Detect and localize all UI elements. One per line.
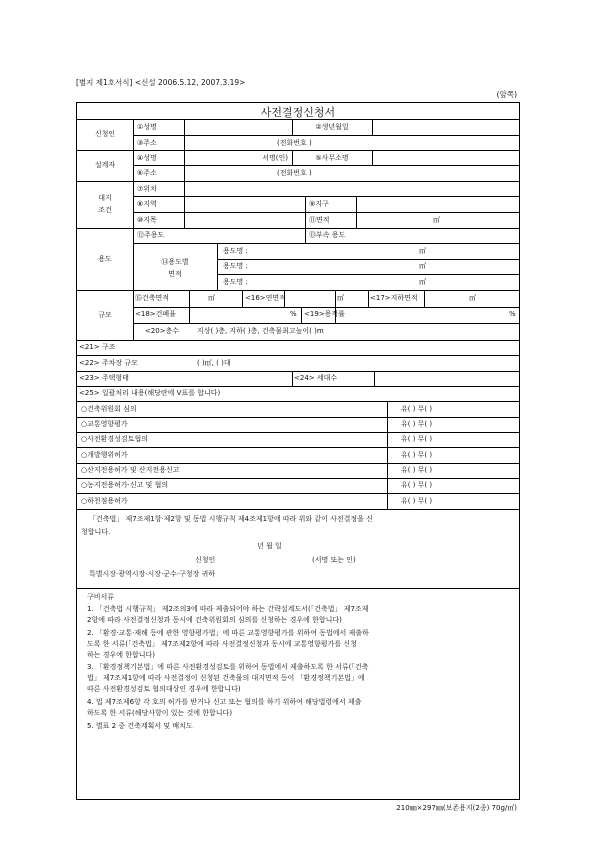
site-land-category-label: ⑩지목 [137, 216, 157, 224]
bulk-item-checkbox[interactable]: 유( ) 무( ) [401, 451, 433, 459]
designer-signature[interactable]: 서명(인) [262, 154, 288, 162]
parking-label: <22> 주차장 규모 [79, 359, 138, 367]
attachments-title: 구비서류 [87, 593, 115, 601]
main-use-label: ⑫주용도 [137, 231, 165, 239]
paper-spec-footer: 210㎜×297㎜(보존용지(2종) 70g/㎡) [396, 804, 517, 812]
attachment-line: 3. 「환경정책기본법」에 따른 사전환경성검토를 위하여 동법에서 제출하도록 한 서류(「건축 [87, 663, 369, 671]
designer-section-label: 설계자 [94, 161, 116, 169]
attachment-line: 1. 「건축법 시행규칙」 제2조의3에 따라 제출되어야 하는 간략설계도서(「건축법」 제7조제 [87, 605, 369, 613]
site-district-label: ⑨지구 [309, 200, 329, 208]
bulk-item-checkbox[interactable]: 유( ) 무( ) [401, 435, 433, 443]
applicant-address-label: ③주소 [137, 139, 157, 147]
bulk-item-checkbox[interactable]: 유( ) 무( ) [401, 420, 433, 428]
bulk-item-label: ○개발행위허가 [81, 451, 128, 459]
page-side-label: (앞쪽) [496, 90, 517, 99]
bulk-processing-label: <25> 일괄처리 내용(해당란에 V표를 합니다) [79, 389, 221, 397]
households-label: <24> 세대수 [294, 374, 338, 382]
use-row-1-unit: ㎡ [419, 247, 426, 255]
declaration-applicant-label: 신청인 [195, 556, 216, 564]
bulk-item-checkbox[interactable]: 유( ) 무( ) [401, 405, 433, 413]
site-area-label: ⑪면적 [309, 216, 330, 224]
floor-area-ratio-unit: % [509, 310, 516, 318]
attachment-line: 하도록 한 서류(해당사항이 있는 것에 한합니다) [87, 709, 233, 717]
attachment-line: 2항에 따라 사전결정신청과 동시에 건축위원회의 심의를 신청하는 경우에 한합니다) [87, 616, 342, 624]
attachment-line: 하는 경우에 한합니다) [87, 651, 156, 659]
parking-field[interactable]: ( )㎡, ( )대 [197, 359, 231, 367]
applicant-birth-label: ②생년월일 [315, 123, 349, 131]
floor-area-ratio-label: <19>용적률 [304, 310, 345, 318]
use-row-3-label: 용도명 : [223, 278, 248, 286]
bulk-item-checkbox[interactable]: 유( ) 무( ) [401, 481, 433, 489]
attachment-line: 5. 별표 2 중 건축계획서 및 배치도 [87, 722, 193, 730]
use-by-area-label-1: ⑭용도별 [161, 258, 189, 266]
attachment-line: 따른 사전환경성검토 협의대상인 경우에 한합니다) [87, 685, 241, 693]
coverage-ratio-unit: % [290, 310, 297, 318]
form-title: 사전결정신청서 [260, 106, 336, 119]
form-header: [별지 제1호서식] <신설 2006.5.12, 2007.3.19> [76, 78, 246, 87]
basement-area-label: <17>지하면적 [370, 294, 418, 302]
applicant-name-field[interactable] [185, 120, 291, 134]
designer-name-label: ④성명 [137, 154, 157, 162]
attachment-line: 4. 법 제7조제6항 각 호의 허가를 받거나 신고 또는 협의를 하기 위하여 해당법령에서 제출 [87, 698, 362, 706]
designer-office-label: ⑤사무소명 [315, 154, 349, 162]
scale-section-label: 규모 [98, 311, 112, 319]
declaration-line-1: 「건축법」 제7조제1항·제2항 및 동법 시행규칙 제4조제1항에 따라 위와 같이 사전결정을 신 [89, 515, 373, 523]
application-form-table [76, 102, 520, 800]
declaration-date[interactable]: 년 월 일 [257, 542, 282, 550]
site-location-label: ⑦위치 [137, 185, 157, 193]
floors-field[interactable]: 지상( )층, 지하( )층, 건축물최고높이( )m [197, 327, 324, 335]
building-area-label: ⑮건축면적 [135, 294, 170, 302]
use-row-2-unit: ㎡ [419, 262, 426, 270]
site-section-label-1: 대지 [98, 194, 112, 202]
applicant-phone[interactable]: (전화번호 ) [277, 139, 312, 147]
use-section-label: 용도 [98, 255, 112, 263]
bulk-item-label: ○사전환경성검토협의 [81, 435, 148, 443]
attachment-line: 법」 제7조제1항에 따라 사전결정이 신청된 건축물의 대지면적 등이 「환경정책기본법」에 [87, 674, 365, 682]
declaration-line-2: 청합니다. [81, 528, 111, 536]
use-row-1-label: 용도명 : [223, 247, 248, 255]
bulk-item-checkbox[interactable]: 유( ) 무( ) [401, 466, 433, 474]
bulk-item-label: ○산지전용허가 및 산지전용신고 [81, 466, 180, 474]
attachment-line: 도록 한 서류(「건축법」 제7조제2항에 따라 사전결정신청과 동시에 교통영향평가를 신청 [87, 640, 357, 648]
site-section-label-2: 조건 [98, 206, 112, 214]
structure-label: <21> 구조 [79, 343, 116, 351]
basement-area-unit: ㎡ [469, 294, 476, 302]
bulk-item-label: ○하천점용허가 [81, 497, 128, 505]
sub-use-label: ⑬부속 용도 [309, 231, 346, 239]
coverage-ratio-label: <18>건폐율 [135, 310, 176, 318]
bulk-item-label: ○건축위원회 심의 [81, 405, 137, 413]
site-area-unit: ㎡ [433, 216, 440, 224]
building-area-unit: ㎡ [208, 294, 215, 302]
use-by-area-label-2: 면적 [168, 270, 182, 278]
designer-phone[interactable]: (전화번호 ) [277, 169, 312, 177]
bulk-item-label: ○농지전용허가·신고 및 협의 [81, 481, 169, 489]
applicant-birth-field[interactable] [373, 120, 518, 134]
housing-type-label: <23> 주택형태 [79, 374, 129, 382]
applicant-name-label: ①성명 [137, 123, 157, 131]
use-row-3-unit: ㎡ [419, 278, 426, 286]
attachment-line: 2. 「환경·교통·재해 등에 관한 영향평가법」에 따른 교통영향평가를 위하여 동법에서 제출하 [87, 629, 369, 637]
designer-address-label: ⑥주소 [137, 169, 157, 177]
site-area-zone-label: ⑧지역 [137, 200, 157, 208]
use-row-2-label: 용도명 : [223, 262, 248, 270]
bulk-item-label: ○교통영향평가 [81, 420, 128, 428]
total-floor-area-label: <16>연면적 [245, 294, 286, 302]
designer-office-field[interactable] [373, 151, 518, 165]
declaration-signature[interactable]: (서명 또는 인) [312, 556, 356, 564]
total-floor-area-unit: ㎡ [337, 294, 344, 302]
declaration-addressee: 특별시장·광역시장·시장·군수·구청장 귀하 [89, 570, 216, 578]
applicant-section-label: 신청인 [94, 130, 116, 138]
floors-label: <20>층수 [144, 327, 180, 335]
bulk-item-checkbox[interactable]: 유( ) 무( ) [401, 497, 433, 505]
